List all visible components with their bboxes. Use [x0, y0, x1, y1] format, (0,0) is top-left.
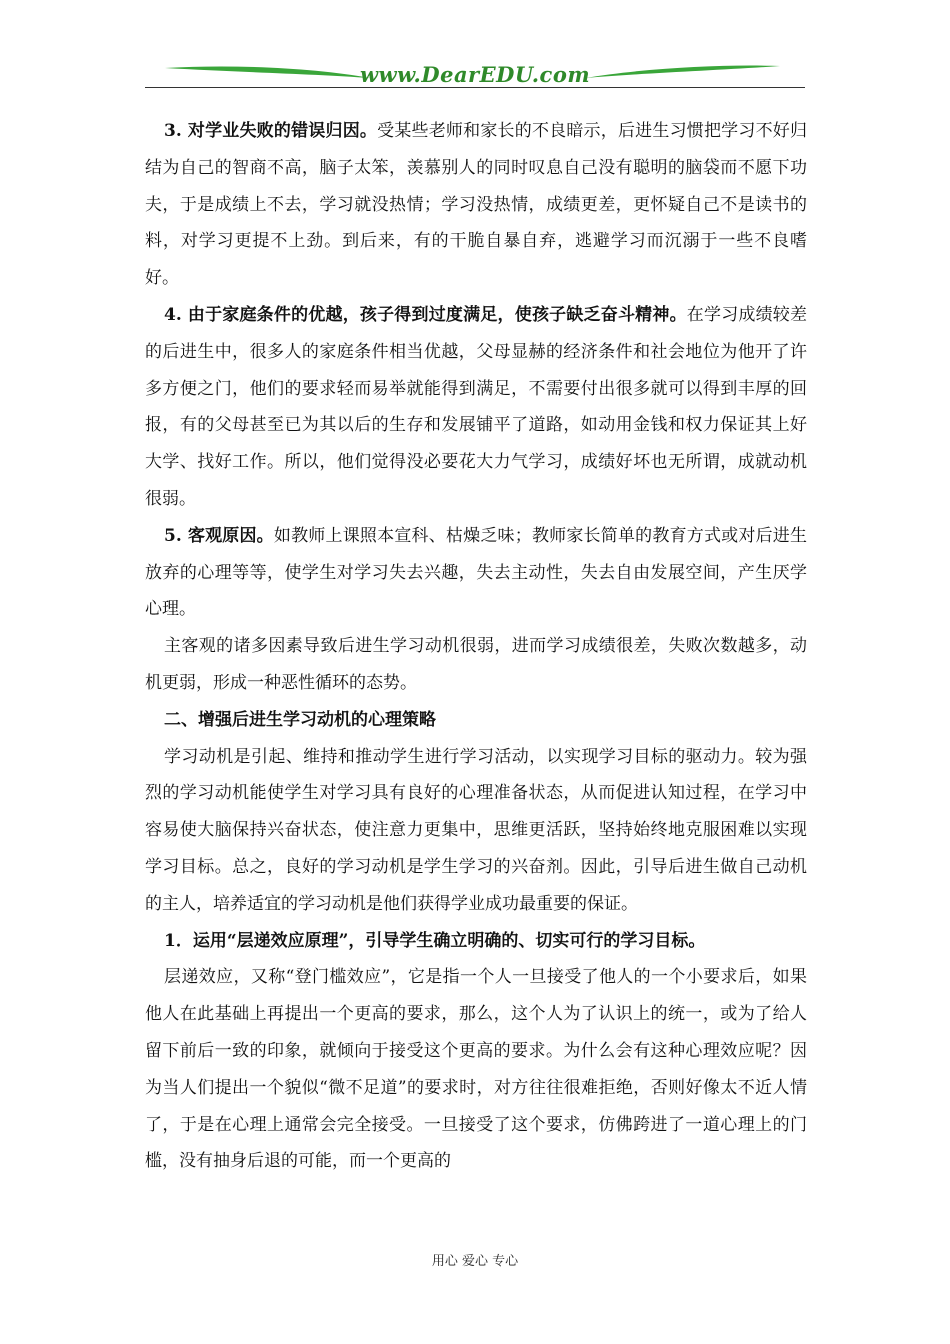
paragraph-text: 受某些老师和家长的不良暗示，后进生习惯把学习不好归结为自己的智商不高，脑子太笨，羡慕别人的同时叹息自己没有聪明的脑袋而不愿下功夫，于是成绩上不去，学习就没热情；学习没热情，成绩更差，更怀疑自己不是读书的料，对学习更提不上劲。到后来，有的干脆自暴自弃，逃避学习而沉溺于一些不良嗜好。	[145, 121, 807, 289]
paragraph-cause-3	[145, 113, 807, 297]
paragraph-lead: 3. 对学业失败的错误归因。	[164, 121, 378, 141]
section-heading-strategies	[145, 702, 807, 739]
paragraph-text: 层递效应，又称“登门槛效应”，它是指一个人一旦接受了他人的一个小要求后，如果他人在此基础上再提出一个更高的要求，那么，这个人为了认识上的统一，或为了给人留下前后一致的印象，就倾向于接受这个更高的要求。为什么会有这种心理效应呢？因为当人们提出一个貌似“微不足道”的要求时，对方往往很难拒绝，否则好像太不近人情了，于是在心理上通常会完全接受。一旦接受了这个要求，仿佛跨进了一道心理上的门槛，没有抽身后退的可能，而一个更高的	[145, 967, 807, 1172]
section-heading-text: 二、增强后进生学习动机的心理策略	[164, 709, 436, 730]
header-divider	[145, 87, 805, 88]
subheading-strategy-1	[145, 923, 807, 960]
paragraph-text: 如教师上课照本宣科、枯燥乏味；教师家长简单的教育方式或对后进生放弃的心理等等，使学生对学习失去兴趣，失去主动性，失去自由发展空间，产生厌学心理。	[145, 525, 807, 620]
paragraph-lead: 4. 由于家庭条件的优越，孩子得到过度满足，使孩子缺乏奋斗精神。	[164, 304, 687, 325]
paragraph-text: 主客观的诸多因素导致后进生学习动机很弱，进而学习成绩很差，失败次数越多，动机更弱，形成一种恶性循环的态势。	[145, 636, 807, 693]
paragraph-cause-5	[145, 518, 807, 628]
paragraph-lead: 5. 客观原因。	[164, 525, 274, 546]
paragraph-text: 学习动机是引起、维持和推动学生进行学习活动，以实现学习目标的驱动力。较为强烈的学习动机能使学生对学习具有良好的心理准备状态，从而促进认知过程，在学习中容易使大脑保持兴奋状态，使注意力更集中，思维更活跃，坚持始终地克服困难以实现学习目标。总之，良好的学习动机是学生学习的兴奋剂。因此，引导后进生做自己动机的主人，培养适宜的学习动机是他们获得学业成功最重要的保证。	[145, 746, 807, 914]
site-logo-text[interactable]: www.DearEDU.com	[359, 62, 591, 87]
paragraph-cause-4	[145, 297, 807, 518]
paragraph-motivation	[145, 739, 807, 923]
page-header	[145, 60, 805, 90]
paragraph-foot-in-door	[145, 959, 807, 1180]
subheading-text: 1．运用“层递效应原理”，引导学生确立明确的、切实可行的学习目标。	[164, 930, 706, 951]
paragraph-summary	[145, 628, 807, 702]
page-footer: 用心 爱心 专心	[431, 1254, 519, 1269]
document-body	[145, 113, 807, 1180]
paragraph-text: 在学习成绩较差的后进生中，很多人的家庭条件相当优越，父母显赫的经济条件和社会地位为他开了许多方便之门，他们的要求轻而易举就能得到满足，不需要付出很多就可以得到丰厚的回报，有的父母甚至已为其以后的生存和发展铺平了道路，如动用金钱和权力保证其上好大学、找好工作。所以，他们觉得没必要花大力气学习，成绩好坏也无所谓，成就动机很弱。	[145, 304, 808, 509]
